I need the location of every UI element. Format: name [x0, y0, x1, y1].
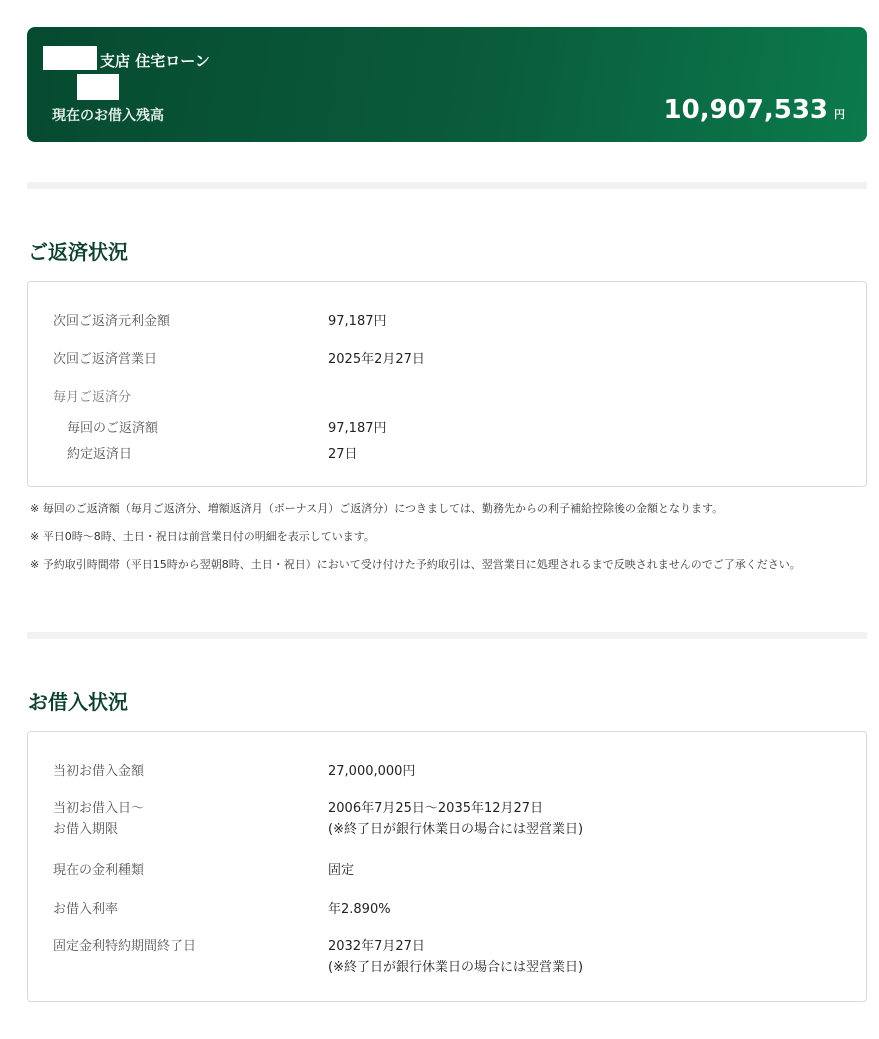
- balance-amount: 10,907,533 円: [663, 95, 845, 125]
- section-divider: [27, 632, 867, 639]
- row-value: 2025年2月27日: [328, 352, 425, 367]
- row-label: 当初お借入金額: [53, 764, 145, 779]
- row-label: 毎回のご返済額: [67, 421, 159, 436]
- row-value: 2032年7月27日 (※終了日が銀行休業日の場合には翌営業日): [328, 939, 584, 975]
- note-item: ※ 平日0時～8時、土日・祝日は前営業日付の明細を表示しています。: [30, 530, 375, 543]
- row-label: 次回ご返済元利金額: [53, 314, 171, 329]
- row-label: 当初お借入日～ お借入期限: [53, 801, 145, 837]
- section-divider: [27, 182, 867, 189]
- redacted-account-info: [77, 74, 119, 100]
- row-value: 固定: [328, 863, 355, 878]
- loan-product-name: 支店 住宅ローン: [100, 52, 210, 70]
- loan-section-title: お借入状況: [28, 690, 128, 714]
- row-label: 固定金利特約期間終了日: [53, 939, 197, 954]
- row-label: 現在の金利種類: [53, 863, 145, 878]
- row-value: 27日: [328, 447, 358, 462]
- repayment-status-panel: 次回ご返済元利金額 97,187円 次回ご返済営業日 2025年2月27日 毎月ご返済分 毎回のご返済額 97,187円 約定返済日 27日: [27, 281, 867, 487]
- row-label: 約定返済日: [67, 447, 133, 462]
- note-item: ※ 毎回のご返済額（毎月ご返済分、増額返済月（ボーナス月）ご返済分）につきましては、勤務先からの利子補給控除後の金額となります。: [30, 502, 724, 515]
- redacted-branch-name: [43, 46, 97, 70]
- row-value: 2006年7月25日～2035年12月27日 (※終了日が銀行休業日の場合には翌営業日): [328, 801, 584, 837]
- row-value: 97,187円: [328, 421, 387, 436]
- row-label: お借入利率: [53, 902, 119, 917]
- row-value: 年2.890%: [328, 902, 391, 917]
- note-item: ※ 予約取引時間帯（平日15時から翌朝8時、土日・祝日）において受け付けた予約取引は、翌営業日に処理されるまで反映されませんのでご了承ください。: [30, 558, 801, 571]
- balance-label: 現在のお借入残高: [52, 108, 164, 124]
- repayment-section-title: ご返済状況: [28, 240, 128, 264]
- row-value: 27,000,000円: [328, 764, 416, 779]
- row-label: 次回ご返済営業日: [53, 352, 158, 367]
- loan-status-panel: [27, 731, 867, 1002]
- row-value: 97,187円: [328, 314, 387, 329]
- loan-summary-card: [27, 27, 867, 142]
